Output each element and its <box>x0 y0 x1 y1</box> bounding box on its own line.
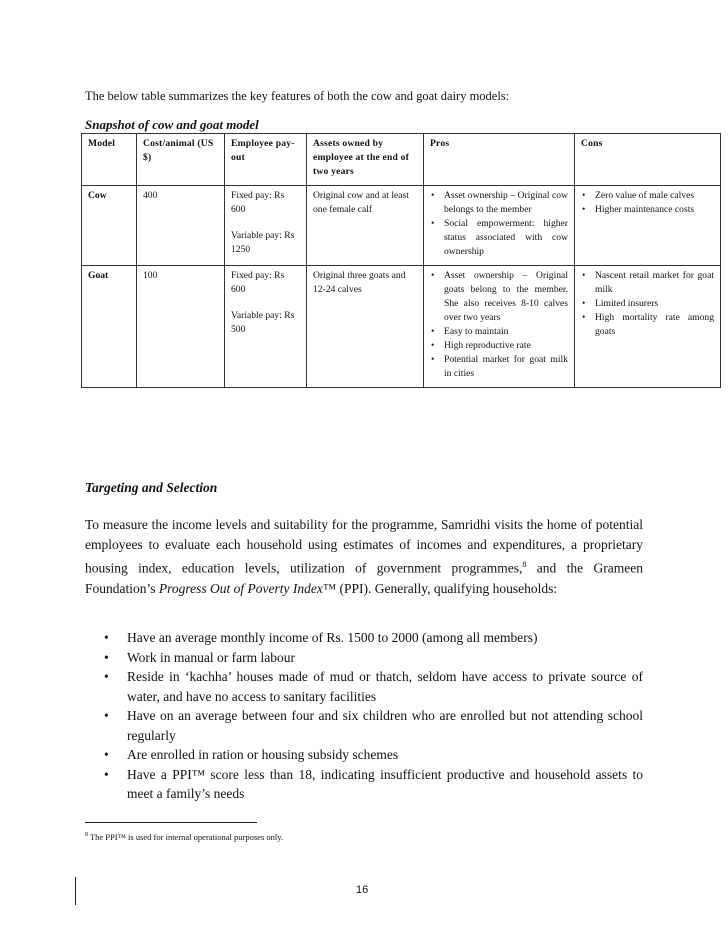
table-title: Snapshot of cow and goat model <box>85 117 259 132</box>
header-payout: Employee pay-out <box>225 134 307 186</box>
variable-pay: Variable pay: Rs 1250 <box>231 230 295 255</box>
footnote-divider <box>85 822 257 823</box>
list-item: • Have on an average between four and six children who are enrolled but not attending school regularly <box>100 706 643 745</box>
qualification-list <box>100 628 643 804</box>
table-row <box>82 186 721 266</box>
list-item: • Are enrolled in ration or housing subsidy schemes <box>100 745 643 765</box>
cell-cons <box>575 266 721 388</box>
cell-model: Goat <box>82 266 137 388</box>
list-item: • Asset ownership – Original goats belong to the member. She also receives 8-10 calves over two years <box>430 269 568 325</box>
footnote-reference[interactable]: 8 <box>522 560 527 569</box>
cell-assets: Original three goats and 12-24 calves <box>307 266 424 388</box>
footnote-number: 8 <box>85 832 88 838</box>
list-item: • Social empowerment: higher status associated with cow ownership <box>430 217 568 259</box>
list-item: • Work in manual or farm labour <box>100 648 643 668</box>
header-cost: Cost/animal (US $) <box>137 134 225 186</box>
list-item: • High mortality rate among goats <box>581 311 714 339</box>
fixed-pay: Fixed pay: Rs 600 <box>231 270 285 295</box>
table-header-row <box>82 134 721 186</box>
footnote <box>85 829 283 843</box>
cell-payout <box>225 266 307 388</box>
intro-text: The below table summarizes the key features of both the cow and goat dairy models: <box>85 89 510 103</box>
cell-cost: 100 <box>137 266 225 388</box>
list-item: • Asset ownership – Original cow belongs to the member <box>430 189 568 217</box>
list-item: • Limited insurers <box>581 297 714 311</box>
fixed-pay: Fixed pay: Rs 600 <box>231 190 285 215</box>
body-paragraph <box>85 515 643 599</box>
list-item: • Reside in ‘kachha’ houses made of mud or thatch, seldom have access to private source of water, and have no access to sanitary facilities <box>100 667 643 706</box>
list-item: • Potential market for goat milk in cities <box>430 353 568 381</box>
cell-model: Cow <box>82 186 137 266</box>
cell-payout <box>225 186 307 266</box>
cell-assets: Original cow and at least one female calf <box>307 186 424 266</box>
ppi-title: Progress Out of Poverty Index <box>158 580 323 596</box>
section-title: Targeting and Selection <box>85 480 218 495</box>
cell-pros <box>424 186 575 266</box>
list-item: • Easy to maintain <box>430 325 568 339</box>
para-text: and the Grameen Foundation’s <box>85 560 643 596</box>
cell-cost: 400 <box>137 186 225 266</box>
margin-bar <box>75 877 76 905</box>
cell-cons <box>575 186 721 266</box>
page-number: 16 <box>356 884 369 896</box>
para-text: To measure the income levels and suitability for the programme, Samridhi visits the home of potential employees to evaluate each household using estimates of incomes and expenditures, a proprietary housing index, education levels, utilization of government programmes, <box>85 517 643 576</box>
para-text: ™ (PPI). Generally, qualifying households: <box>322 580 558 596</box>
footnote-text: The PPI™ is used for internal operational purposes only. <box>88 831 284 842</box>
list-item: • High reproductive rate <box>430 339 568 353</box>
list-item: • Have an average monthly income of Rs. 1500 to 2000 (among all members) <box>100 628 643 648</box>
table-row <box>82 266 721 388</box>
header-pros: Pros <box>424 134 575 186</box>
variable-pay: Variable pay: Rs 500 <box>231 310 295 335</box>
header-assets: Assets owned by employee at the end of two years <box>307 134 424 186</box>
cell-pros <box>424 266 575 388</box>
list-item: • Higher maintenance costs <box>581 203 714 217</box>
header-model: Model <box>82 134 137 186</box>
list-item: • Nascent retail market for goat milk <box>581 269 714 297</box>
list-item: • Zero value of male calves <box>581 189 714 203</box>
header-cons: Cons <box>575 134 721 186</box>
snapshot-table <box>81 133 721 388</box>
list-item: • Have a PPI™ score less than 18, indicating insufficient productive and household assets to meet a family’s needs <box>100 765 643 804</box>
